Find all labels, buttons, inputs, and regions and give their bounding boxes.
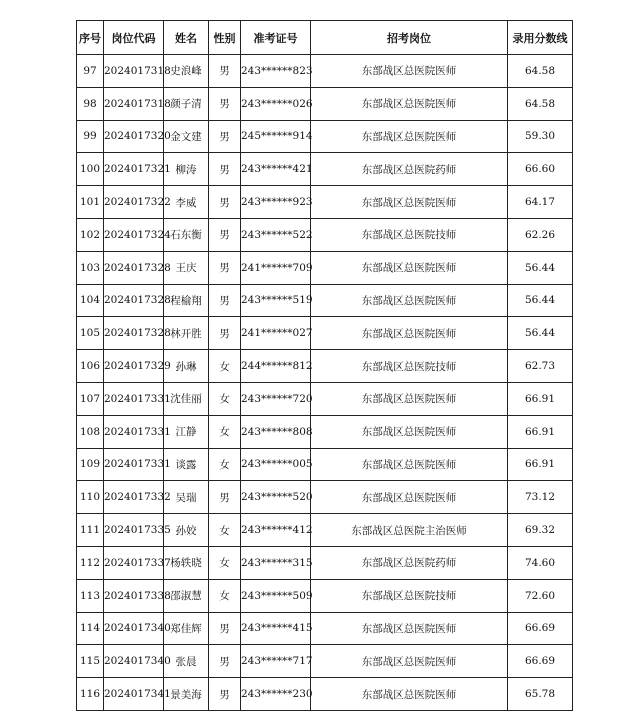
serial-number-cell: 108 [77, 415, 104, 448]
post-code-cell: 2024017331 [104, 415, 164, 448]
header-gender: 性别 [209, 21, 241, 55]
post-code-cell: 2024017331 [104, 448, 164, 481]
recruitment-post-cell: 东部战区总医院医师 [311, 186, 508, 219]
exam-ticket-cell: 243******415 [241, 612, 311, 645]
gender-cell: 男 [209, 251, 241, 284]
recruitment-post-cell: 东部战区总医院医师 [311, 415, 508, 448]
serial-number-cell: 114 [77, 612, 104, 645]
table-row [77, 481, 573, 514]
recruitment-post-cell: 东部战区总医院技师 [311, 579, 508, 612]
recruitment-post-cell: 东部战区总医院医师 [311, 284, 508, 317]
post-code-cell: 2024017338 [104, 579, 164, 612]
post-code-cell: 2024017324 [104, 218, 164, 251]
serial-number-cell: 110 [77, 481, 104, 514]
serial-number-cell: 111 [77, 514, 104, 547]
recruitment-post-cell: 东部战区总医院医师 [311, 448, 508, 481]
recruitment-post-cell: 东部战区总医院医师 [311, 55, 508, 88]
table-row [77, 218, 573, 251]
recruitment-post-cell: 东部战区总医院医师 [311, 317, 508, 350]
name-cell: 江静 [164, 415, 209, 448]
gender-cell: 女 [209, 350, 241, 383]
serial-number-cell: 115 [77, 645, 104, 678]
recruitment-post-cell: 东部战区总医院医师 [311, 251, 508, 284]
post-code-cell: 2024017321 [104, 153, 164, 186]
exam-ticket-cell: 243******923 [241, 186, 311, 219]
name-cell: 石东衡 [164, 218, 209, 251]
serial-number-cell: 105 [77, 317, 104, 350]
gender-cell: 男 [209, 645, 241, 678]
name-cell: 郑佳辉 [164, 612, 209, 645]
exam-ticket-cell: 241******027 [241, 317, 311, 350]
recruitment-post-cell: 东部战区总医院医师 [311, 481, 508, 514]
post-code-cell: 2024017318 [104, 55, 164, 88]
recruitment-post-cell: 东部战区总医院药师 [311, 546, 508, 579]
post-code-cell: 2024017337 [104, 546, 164, 579]
gender-cell: 女 [209, 448, 241, 481]
header-recruitment-post: 招考岗位 [311, 21, 508, 55]
cutoff-score-cell: 66.91 [508, 382, 573, 415]
cutoff-score-cell: 66.60 [508, 153, 573, 186]
serial-number-cell: 100 [77, 153, 104, 186]
gender-cell: 男 [209, 218, 241, 251]
post-code-cell: 2024017341 [104, 678, 164, 711]
exam-ticket-cell: 243******230 [241, 678, 311, 711]
recruitment-post-cell: 东部战区总医院主治医师 [311, 514, 508, 547]
cutoff-score-cell: 64.17 [508, 186, 573, 219]
header-post-code: 岗位代码 [104, 21, 164, 55]
cutoff-score-cell: 62.26 [508, 218, 573, 251]
header-serial-number: 序号 [77, 21, 104, 55]
table-row [77, 87, 573, 120]
table-row [77, 350, 573, 383]
exam-ticket-cell: 243******412 [241, 514, 311, 547]
name-cell: 杨轶晓 [164, 546, 209, 579]
gender-cell: 男 [209, 186, 241, 219]
cutoff-score-cell: 74.60 [508, 546, 573, 579]
name-cell: 颜子清 [164, 87, 209, 120]
gender-cell: 男 [209, 612, 241, 645]
table-row [77, 317, 573, 350]
cutoff-score-cell: 56.44 [508, 284, 573, 317]
serial-number-cell: 104 [77, 284, 104, 317]
name-cell: 谈露 [164, 448, 209, 481]
name-cell: 景美海 [164, 678, 209, 711]
name-cell: 程榆翔 [164, 284, 209, 317]
serial-number-cell: 99 [77, 120, 104, 153]
cutoff-score-cell: 66.91 [508, 415, 573, 448]
recruitment-post-cell: 东部战区总医院医师 [311, 612, 508, 645]
cutoff-score-cell: 65.78 [508, 678, 573, 711]
post-code-cell: 2024017340 [104, 645, 164, 678]
recruitment-post-cell: 东部战区总医院医师 [311, 120, 508, 153]
name-cell: 金文建 [164, 120, 209, 153]
gender-cell: 男 [209, 153, 241, 186]
post-code-cell: 2024017329 [104, 350, 164, 383]
name-cell: 孙琳 [164, 350, 209, 383]
table-row [77, 612, 573, 645]
recruitment-post-cell: 东部战区总医院技师 [311, 350, 508, 383]
gender-cell: 男 [209, 284, 241, 317]
post-code-cell: 2024017331 [104, 382, 164, 415]
gender-cell: 女 [209, 546, 241, 579]
serial-number-cell: 106 [77, 350, 104, 383]
table-row [77, 251, 573, 284]
post-code-cell: 2024017322 [104, 186, 164, 219]
table-row [77, 678, 573, 711]
recruitment-post-cell: 东部战区总医院医师 [311, 678, 508, 711]
serial-number-cell: 107 [77, 382, 104, 415]
serial-number-cell: 98 [77, 87, 104, 120]
header-exam-ticket-number: 准考证号 [241, 21, 311, 55]
table-row [77, 448, 573, 481]
exam-ticket-cell: 243******720 [241, 382, 311, 415]
table-row [77, 645, 573, 678]
recruitment-post-cell: 东部战区总医院技师 [311, 218, 508, 251]
exam-ticket-cell: 243******509 [241, 579, 311, 612]
cutoff-score-cell: 66.69 [508, 612, 573, 645]
name-cell: 李威 [164, 186, 209, 219]
gender-cell: 男 [209, 317, 241, 350]
exam-ticket-cell: 243******421 [241, 153, 311, 186]
post-code-cell: 2024017340 [104, 612, 164, 645]
table-row [77, 284, 573, 317]
table-header-row [77, 21, 573, 55]
name-cell: 孙姣 [164, 514, 209, 547]
exam-ticket-cell: 243******519 [241, 284, 311, 317]
cutoff-score-cell: 62.73 [508, 350, 573, 383]
post-code-cell: 2024017335 [104, 514, 164, 547]
table-row [77, 514, 573, 547]
table-row [77, 186, 573, 219]
cutoff-score-cell: 56.44 [508, 251, 573, 284]
name-cell: 沈佳丽 [164, 382, 209, 415]
post-code-cell: 2024017320 [104, 120, 164, 153]
serial-number-cell: 112 [77, 546, 104, 579]
exam-ticket-cell: 243******823 [241, 55, 311, 88]
gender-cell: 女 [209, 415, 241, 448]
recruitment-post-cell: 东部战区总医院医师 [311, 87, 508, 120]
gender-cell: 男 [209, 678, 241, 711]
table-row [77, 120, 573, 153]
exam-ticket-cell: 244******812 [241, 350, 311, 383]
cutoff-score-cell: 73.12 [508, 481, 573, 514]
cutoff-score-cell: 72.60 [508, 579, 573, 612]
recruitment-post-cell: 东部战区总医院医师 [311, 645, 508, 678]
gender-cell: 男 [209, 481, 241, 514]
name-cell: 张晨 [164, 645, 209, 678]
cutoff-score-cell: 66.91 [508, 448, 573, 481]
serial-number-cell: 116 [77, 678, 104, 711]
name-cell: 邵淑慧 [164, 579, 209, 612]
exam-ticket-cell: 243******522 [241, 218, 311, 251]
gender-cell: 男 [209, 120, 241, 153]
cutoff-score-cell: 64.58 [508, 55, 573, 88]
cutoff-score-cell: 69.32 [508, 514, 573, 547]
post-code-cell: 2024017332 [104, 481, 164, 514]
admission-score-table [76, 20, 573, 711]
exam-ticket-cell: 243******520 [241, 481, 311, 514]
table-row [77, 415, 573, 448]
table-row [77, 55, 573, 88]
header-cutoff-score: 录用分数线 [508, 21, 573, 55]
gender-cell: 男 [209, 55, 241, 88]
exam-ticket-cell: 243******808 [241, 415, 311, 448]
serial-number-cell: 109 [77, 448, 104, 481]
post-code-cell: 2024017328 [104, 317, 164, 350]
name-cell: 史浪峰 [164, 55, 209, 88]
table-row [77, 546, 573, 579]
post-code-cell: 2024017318 [104, 87, 164, 120]
serial-number-cell: 113 [77, 579, 104, 612]
post-code-cell: 2024017328 [104, 284, 164, 317]
name-cell: 柳涛 [164, 153, 209, 186]
gender-cell: 男 [209, 87, 241, 120]
serial-number-cell: 103 [77, 251, 104, 284]
post-code-cell: 2024017328 [104, 251, 164, 284]
exam-ticket-cell: 243******005 [241, 448, 311, 481]
recruitment-post-cell: 东部战区总医院药师 [311, 153, 508, 186]
serial-number-cell: 101 [77, 186, 104, 219]
table-row [77, 153, 573, 186]
cutoff-score-cell: 56.44 [508, 317, 573, 350]
exam-ticket-cell: 243******717 [241, 645, 311, 678]
cutoff-score-cell: 64.58 [508, 87, 573, 120]
exam-ticket-cell: 243******315 [241, 546, 311, 579]
cutoff-score-cell: 59.30 [508, 120, 573, 153]
table-row [77, 579, 573, 612]
header-name: 姓名 [164, 21, 209, 55]
name-cell: 林开胜 [164, 317, 209, 350]
table-body [77, 55, 573, 711]
serial-number-cell: 102 [77, 218, 104, 251]
gender-cell: 女 [209, 382, 241, 415]
exam-ticket-cell: 243******026 [241, 87, 311, 120]
cutoff-score-cell: 66.69 [508, 645, 573, 678]
table-row [77, 382, 573, 415]
recruitment-post-cell: 东部战区总医院医师 [311, 382, 508, 415]
exam-ticket-cell: 245******914 [241, 120, 311, 153]
serial-number-cell: 97 [77, 55, 104, 88]
exam-ticket-cell: 241******709 [241, 251, 311, 284]
gender-cell: 女 [209, 514, 241, 547]
name-cell: 王庆 [164, 251, 209, 284]
name-cell: 吴瑞 [164, 481, 209, 514]
gender-cell: 女 [209, 579, 241, 612]
